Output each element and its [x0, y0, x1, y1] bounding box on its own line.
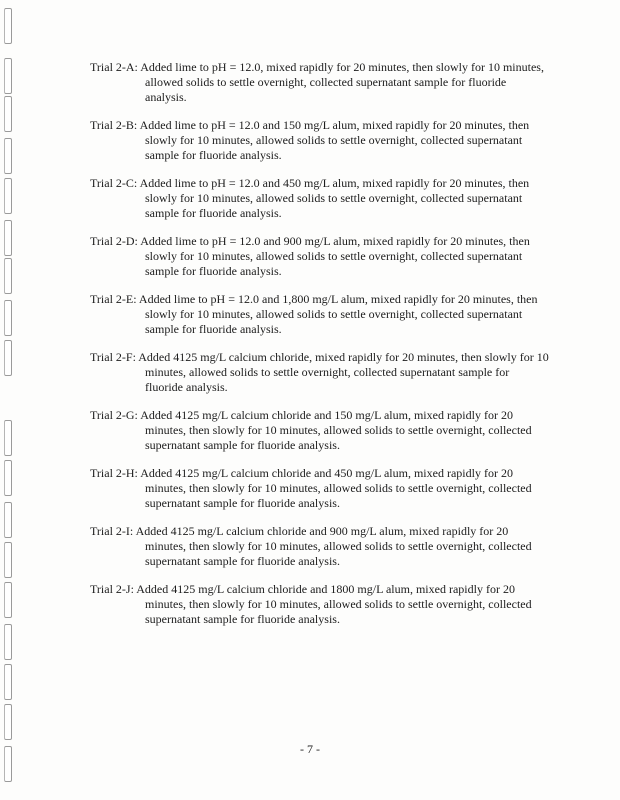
trial-paragraph	[90, 350, 550, 395]
trial-text: Added lime to pH = 12.0, mixed rapidly for 20 minutes, then slowly for 10 minutes, allowed solids to settle overnight, collected supernatant sample for fluoride analysis.	[140, 60, 544, 104]
trial-text: Added 4125 mg/L calcium chloride and 150 mg/L alum, mixed rapidly for 20 minutes, then slowly for 10 minutes, allowed solids to settle overnight, collected supernatant sample for fluoride analysis.	[140, 408, 532, 452]
trial-paragraph	[90, 60, 550, 105]
trial-text: Added 4125 mg/L calcium chloride and 1800 mg/L alum, mixed rapidly for 20 minutes, then slowly for 10 minutes, allowed solids to settle overnight, collected supernatant sample for fluoride analysis.	[136, 582, 532, 626]
trial-label: Trial 2-G:	[90, 408, 138, 422]
trial-text: Added lime to pH = 12.0 and 150 mg/L alum, mixed rapidly for 20 minutes, then slowly for 10 minutes, allowed solids to settle overnight, collected supernatant sample for fluoride analysis.	[139, 118, 530, 162]
binder-hole	[4, 220, 12, 256]
trial-paragraph	[90, 234, 550, 279]
trial-paragraph	[90, 466, 550, 511]
trial-paragraph	[90, 176, 550, 221]
trial-label: Trial 2-F:	[90, 350, 136, 364]
trial-paragraph	[90, 408, 550, 453]
binder-hole	[4, 178, 12, 214]
trial-text: Added lime to pH = 12.0 and 450 mg/L alum, mixed rapidly for 20 minutes, then slowly for 10 minutes, allowed solids to settle overnight, collected supernatant sample for fluoride analysis.	[139, 176, 530, 220]
trial-paragraph	[90, 582, 550, 627]
binder-hole	[4, 704, 12, 740]
trial-paragraph	[90, 524, 550, 569]
binder-hole	[4, 300, 12, 336]
binder-hole-strip	[0, 0, 20, 800]
trial-text: Added 4125 mg/L calcium chloride and 900 mg/L alum, mixed rapidly for 20 minutes, then slowly for 10 minutes, allowed solids to settle overnight, collected supernatant sample for fluoride analysis.	[135, 524, 532, 568]
binder-hole	[4, 96, 12, 132]
binder-hole	[4, 258, 12, 294]
binder-hole	[4, 624, 12, 660]
trial-label: Trial 2-B:	[90, 118, 138, 132]
binder-hole	[4, 420, 12, 456]
trial-label: Trial 2-H:	[90, 466, 138, 480]
trial-list	[90, 60, 550, 640]
trial-label: Trial 2-E:	[90, 292, 137, 306]
page-number: - 7 -	[300, 742, 320, 756]
binder-hole	[4, 542, 12, 578]
binder-hole	[4, 58, 12, 94]
binder-hole	[4, 502, 12, 538]
trial-label: Trial 2-I:	[90, 524, 134, 538]
binder-hole	[4, 8, 12, 44]
trial-label: Trial 2-A:	[90, 60, 138, 74]
trial-text: Added 4125 mg/L calcium chloride, mixed rapidly for 20 minutes, then slowly for 10 minutes, allowed solids to settle overnight, collected supernatant sample for fluoride analysis.	[138, 350, 549, 394]
trial-paragraph	[90, 118, 550, 163]
trial-text: Added lime to pH = 12.0 and 900 mg/L alum, mixed rapidly for 20 minutes, then slowly for 10 minutes, allowed solids to settle overnight, collected supernatant sample for fluoride analysis.	[140, 234, 530, 278]
binder-hole	[4, 340, 12, 376]
trial-label: Trial 2-J:	[90, 582, 134, 596]
trial-text: Added lime to pH = 12.0 and 1,800 mg/L alum, mixed rapidly for 20 minutes, then slowly for 10 minutes, allowed solids to settle overnight, collected supernatant sample for fluoride analysis.	[138, 292, 538, 336]
trial-label: Trial 2-D:	[90, 234, 138, 248]
trial-label: Trial 2-C:	[90, 176, 138, 190]
trial-paragraph	[90, 292, 550, 337]
binder-hole	[4, 138, 12, 174]
binder-hole	[4, 582, 12, 618]
binder-hole	[4, 460, 12, 496]
binder-hole	[4, 664, 12, 700]
trial-text: Added 4125 mg/L calcium chloride and 450 mg/L alum, mixed rapidly for 20 minutes, then slowly for 10 minutes, allowed solids to settle overnight, collected supernatant sample for fluoride analysis.	[140, 466, 532, 510]
